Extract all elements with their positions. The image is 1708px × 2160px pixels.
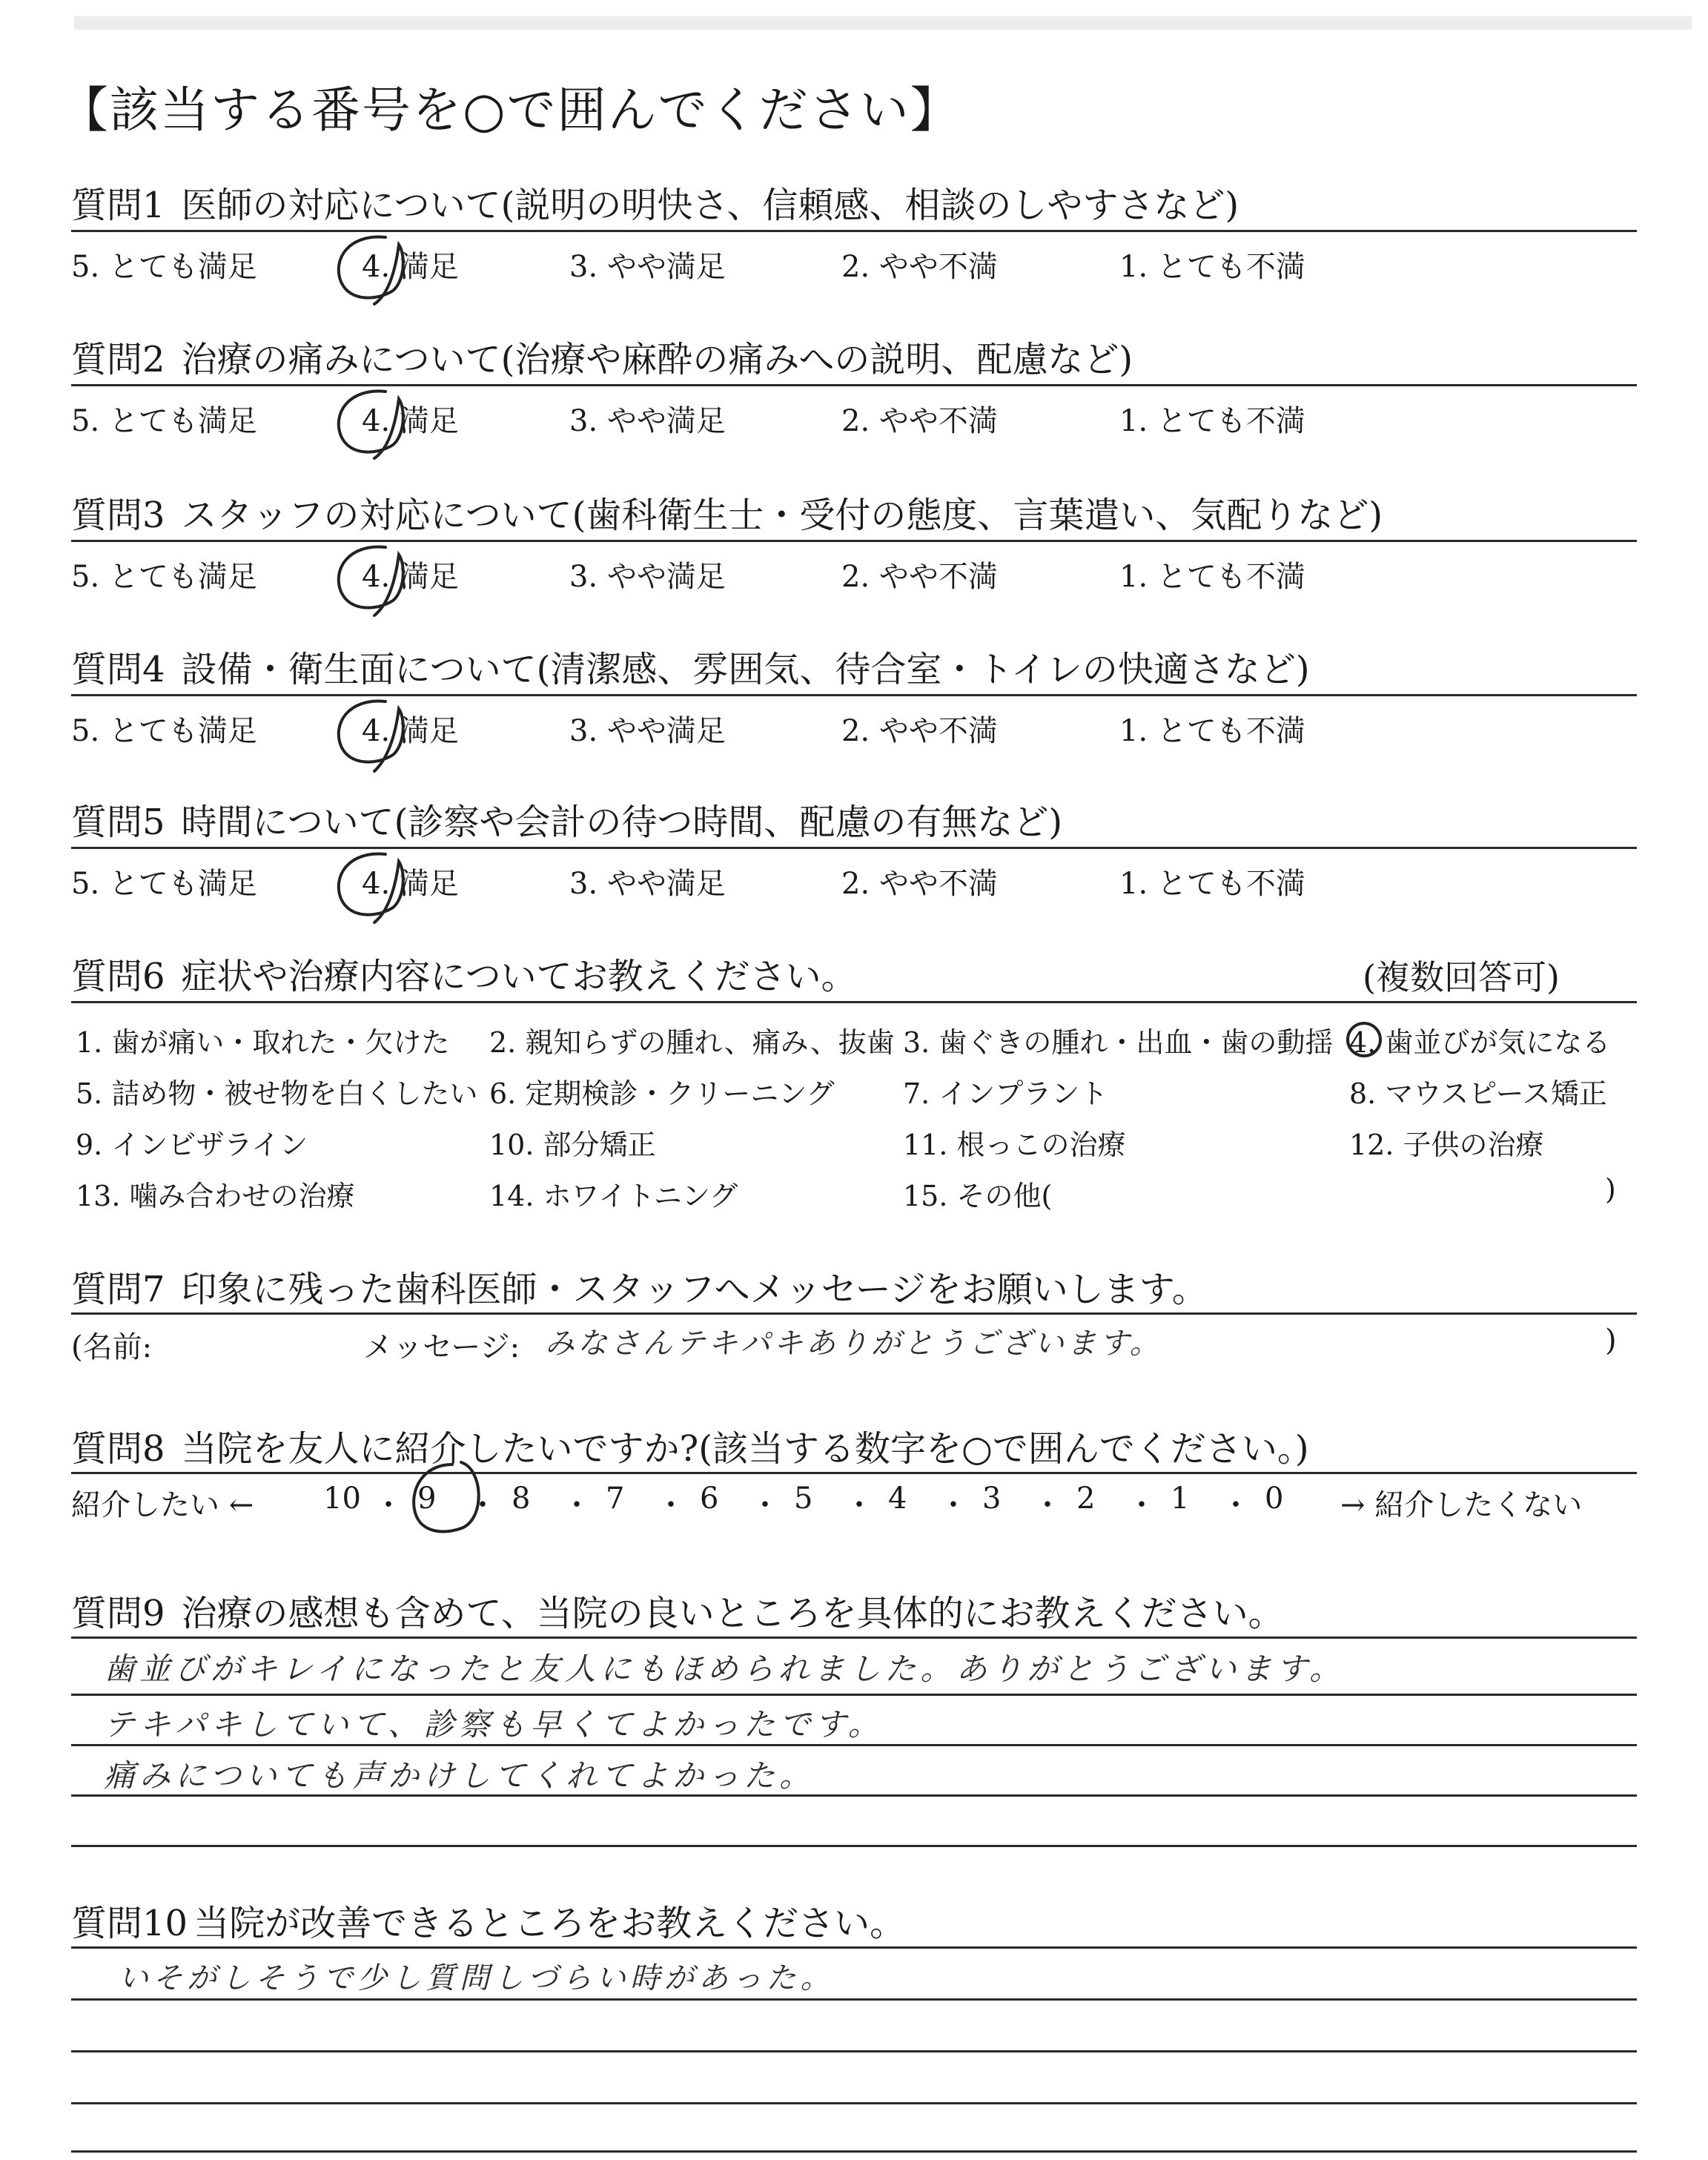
q4-option-5[interactable]: 5. とても満足	[71, 714, 257, 748]
q2-option-5[interactable]: 5. とても満足	[71, 404, 257, 438]
q3-number: 質問3	[71, 495, 165, 536]
page-title: 【該当する番号を○で囲んでください】	[59, 82, 961, 139]
q2-option-1[interactable]: 1. とても不満	[1119, 404, 1305, 438]
q6-option-1[interactable]: 1. 歯が痛い・取れた・欠けた	[76, 1026, 450, 1059]
q6-option-15[interactable]: 15. その他(	[903, 1180, 1053, 1212]
q5-number: 質問5	[71, 802, 165, 843]
q4-option-3[interactable]: 3. やや満足	[569, 714, 726, 748]
q8-scale-4[interactable]: 4	[888, 1482, 907, 1516]
q6-option-10[interactable]: 10. 部分矯正	[489, 1129, 656, 1161]
q10-heading	[71, 1895, 905, 1946]
q3-heading	[71, 486, 1383, 538]
q8-scale-9[interactable]: 9	[417, 1482, 437, 1516]
q10-rule-4	[71, 2102, 1637, 2104]
q1-option-4[interactable]: 4. 満足	[362, 250, 459, 284]
q6-text: 症状や治療内容についてお教えください。	[181, 956, 857, 997]
q8-right-label: → 紹介したくない	[1340, 1488, 1583, 1522]
q6-option-2[interactable]: 2. 親知らずの腫れ、痛み、抜歯	[489, 1026, 895, 1059]
q6-option-8[interactable]: 8. マウスピース矯正	[1349, 1077, 1607, 1110]
q9-answer-line-2: テキパキしていて、診察も早くてよかったです。	[104, 1706, 884, 1743]
q8-scale-separator: ・	[374, 1488, 403, 1522]
q7-text: 印象に残った歯科医師・スタッフへメッセージをお願いします。	[181, 1269, 1208, 1310]
q5-rule	[71, 847, 1637, 849]
q8-left-label: 紹介したい ←	[71, 1488, 254, 1522]
q8-scale-separator: ・	[844, 1488, 874, 1522]
q10-rule-2	[71, 1998, 1637, 2001]
q5-option-1[interactable]: 1. とても不満	[1119, 867, 1305, 901]
q1-option-5[interactable]: 5. とても満足	[71, 250, 257, 284]
q1-option-1[interactable]: 1. とても不満	[1119, 250, 1305, 284]
q8-scale-separator: ・	[939, 1488, 968, 1522]
q5-text: 時間について(診察や会計の待つ時間、配慮の有無など)	[181, 802, 1063, 843]
q6-number: 質問6	[71, 956, 165, 997]
q4-option-4[interactable]: 4. 満足	[362, 714, 459, 748]
q5-option-3[interactable]: 3. やや満足	[569, 867, 726, 901]
q10-answer-line-1: いそがしそうで少し質問しづらい時があった。	[119, 1961, 835, 1995]
q4-option-2[interactable]: 2. やや不満	[841, 714, 998, 748]
q10-rule-1	[71, 1946, 1637, 1949]
q8-scale-separator: ・	[1221, 1488, 1251, 1522]
q8-scale-3[interactable]: 3	[982, 1482, 1002, 1516]
q8-scale-separator: ・	[656, 1488, 686, 1522]
q10-text: 当院が改善できるところをお教えください。	[193, 1903, 906, 1944]
q9-heading	[71, 1585, 1284, 1636]
scan-top-edge	[74, 16, 1692, 30]
q2-option-2[interactable]: 2. やや不満	[841, 404, 998, 438]
q3-option-2[interactable]: 2. やや不満	[841, 560, 998, 594]
q6-option-6[interactable]: 6. 定期検診・クリーニング	[489, 1077, 835, 1110]
q8-scale-7[interactable]: 7	[606, 1482, 625, 1516]
q1-heading	[71, 176, 1239, 228]
q6-option-13[interactable]: 13. 噛み合わせの治療	[76, 1180, 355, 1212]
q9-answer-line-1: 歯並びがキレイになったと友人にもほめられました。ありがとうございます。	[104, 1651, 1345, 1687]
q8-rule	[71, 1472, 1637, 1474]
q2-text: 治療の痛みについて(治療や麻酔の痛みへの説明、配慮など)	[181, 339, 1133, 380]
q3-rule	[71, 540, 1637, 542]
q6-other-close-paren: )	[1605, 1173, 1616, 1206]
q4-rule	[71, 694, 1637, 696]
q8-text: 当院を友人に紹介したいですか?(該当する数字を○で囲んでください。)	[181, 1428, 1309, 1470]
q7-number: 質問7	[71, 1269, 165, 1310]
q4-heading	[71, 641, 1310, 692]
q6-option-12[interactable]: 12. 子供の治療	[1349, 1129, 1544, 1161]
q8-scale-separator: ・	[1127, 1488, 1156, 1522]
q8-scale-0[interactable]: 0	[1265, 1482, 1284, 1516]
q2-option-4[interactable]: 4. 満足	[362, 404, 459, 438]
q5-option-4[interactable]: 4. 満足	[362, 867, 459, 901]
q4-number: 質問4	[71, 649, 165, 690]
q3-text: スタッフの対応について(歯科衛生士・受付の態度、言葉遣い、気配りなど)	[181, 495, 1383, 536]
q8-scale-5[interactable]: 5	[794, 1482, 813, 1516]
q8-scale-2[interactable]: 2	[1076, 1482, 1096, 1516]
q6-option-9[interactable]: 9. インビザライン	[76, 1129, 308, 1161]
q2-heading	[71, 331, 1133, 382]
q1-option-3[interactable]: 3. やや満足	[569, 250, 726, 284]
q8-heading	[71, 1420, 1309, 1471]
q8-scale-separator: ・	[468, 1488, 497, 1522]
q7-rule	[71, 1312, 1637, 1315]
q8-number: 質問8	[71, 1428, 165, 1470]
q8-scale-separator: ・	[1033, 1488, 1062, 1522]
q7-message-label: メッセージ:	[363, 1330, 520, 1364]
q1-text: 医師の対応について(説明の明快さ、信頼感、相談のしやすさなど)	[181, 185, 1239, 226]
q2-number: 質問2	[71, 339, 165, 380]
q6-option-3[interactable]: 3. 歯ぐきの腫れ・出血・歯の動揺	[903, 1026, 1334, 1059]
q5-option-2[interactable]: 2. やや不満	[841, 867, 998, 901]
q10-rule-5	[71, 2150, 1637, 2153]
q6-multiple-note: (複数回答可)	[1363, 957, 1560, 997]
q9-answer-line-3: 痛みについても声かけしてくれてよかった。	[104, 1757, 815, 1794]
q3-option-4[interactable]: 4. 満足	[362, 560, 459, 594]
q3-option-5[interactable]: 5. とても満足	[71, 560, 257, 594]
q9-number: 質問9	[71, 1593, 165, 1634]
q3-option-3[interactable]: 3. やや満足	[569, 560, 726, 594]
q9-rule-5	[71, 1845, 1637, 1847]
q4-option-1[interactable]: 1. とても不満	[1119, 714, 1305, 748]
q2-option-3[interactable]: 3. やや満足	[569, 404, 726, 438]
q7-message-handwritten: みなさんテキパキありがとうございます。	[545, 1327, 1162, 1361]
q6-option-4[interactable]: 4. 歯並びが気になる	[1349, 1026, 1611, 1059]
q8-scale-8[interactable]: 8	[512, 1482, 531, 1516]
q4-text: 設備・衛生面について(清潔感、雰囲気、待合室・トイレの快適さなど)	[181, 649, 1310, 690]
q6-option-7[interactable]: 7. インプラント	[903, 1077, 1108, 1110]
q9-text: 治療の感想も含めて、当院の良いところを具体的にお教えください。	[181, 1593, 1284, 1634]
q8-scale-1[interactable]: 1	[1171, 1482, 1190, 1516]
q6-heading	[71, 948, 857, 999]
q7-close-paren: )	[1605, 1324, 1617, 1358]
q7-heading	[71, 1261, 1208, 1312]
q1-option-2[interactable]: 2. やや不満	[841, 250, 998, 284]
q3-option-1[interactable]: 1. とても不満	[1119, 560, 1305, 594]
q10-rule-3	[71, 2050, 1637, 2052]
q6-rule	[71, 1001, 1637, 1003]
q9-rule-1	[71, 1636, 1637, 1639]
q7-name-label: (名前:	[71, 1330, 153, 1364]
q6-option-11[interactable]: 11. 根っこの治療	[903, 1129, 1126, 1161]
q2-rule	[71, 384, 1637, 386]
q1-rule	[71, 230, 1637, 232]
q1-number: 質問1	[71, 185, 165, 226]
q8-scale-10[interactable]: 10	[323, 1482, 361, 1516]
q5-heading	[71, 793, 1062, 845]
q10-number: 質問10	[71, 1903, 188, 1944]
q6-option-14[interactable]: 14. ホワイトニング	[489, 1180, 738, 1212]
q5-option-5[interactable]: 5. とても満足	[71, 867, 257, 901]
q8-scale-6[interactable]: 6	[700, 1482, 719, 1516]
q8-scale-separator: ・	[562, 1488, 592, 1522]
q6-option-5[interactable]: 5. 詰め物・被せ物を白くしたい	[76, 1077, 478, 1110]
q9-rule-2	[71, 1694, 1637, 1696]
q8-scale-separator: ・	[750, 1488, 780, 1522]
